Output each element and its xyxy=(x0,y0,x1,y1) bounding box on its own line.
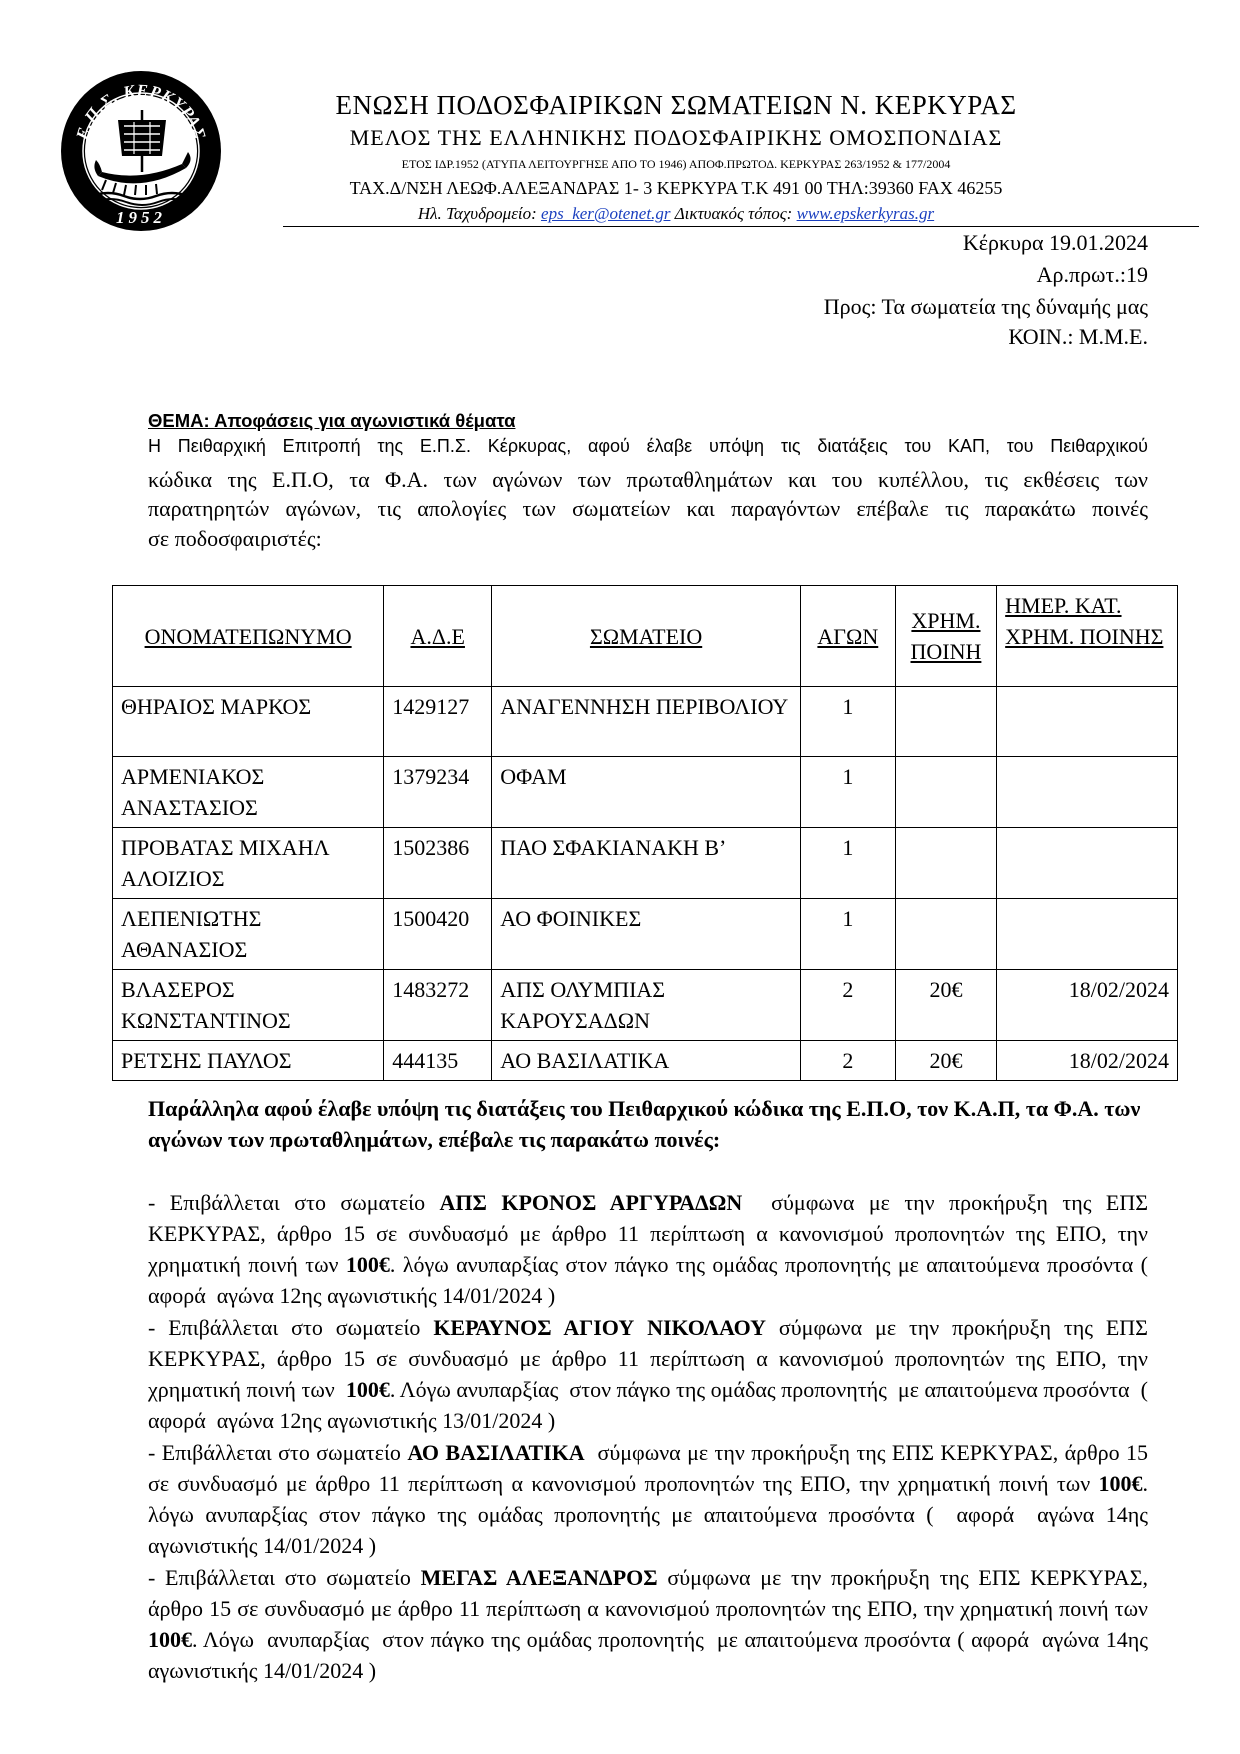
column-header-games: ΑΓΩΝ xyxy=(800,586,895,687)
cell-games: 2 xyxy=(800,970,895,1041)
column-header-club: ΣΩΜΑΤΕΙΟ xyxy=(492,586,801,687)
intro-line: κώδικα της Ε.Π.Ο, τα Φ.Α. των αγώνων των πρωταθλημάτων και του κυπέλλου, τις εκθέσεις των xyxy=(148,467,1148,492)
penalty-prefix: - Επιβάλλεται στο σωματείο xyxy=(148,1565,421,1590)
penalty-amount: 100€ xyxy=(148,1627,192,1652)
table-row xyxy=(113,828,1178,899)
cell-fine xyxy=(895,757,996,828)
column-header-due-date: ΗΜΕΡ. ΚΑΤ. ΧΡΗΜ. ΠΟΙΝΗΣ xyxy=(997,586,1178,687)
club-penalty-paragraph xyxy=(148,1312,1154,1436)
penalty-amount: 100€ xyxy=(1098,1471,1143,1496)
cell-fine: 20€ xyxy=(895,970,996,1041)
cell-name: ΛΕΠΕΝΙΩΤΗΣ ΑΘΑΝΑΣΙΟΣ xyxy=(113,899,384,970)
penalty-amount: 100€ xyxy=(345,1377,390,1402)
cell-club: ΠΑΟ ΣΦΑΚΙΑΝΑΚΗ Β’ xyxy=(492,828,801,899)
table-row xyxy=(113,899,1178,970)
club-penalty-paragraph xyxy=(148,1437,1154,1561)
cell-club: ΟΦΑΜ xyxy=(492,757,801,828)
cell-games: 1 xyxy=(800,687,895,757)
document-subject: ΘΕΜΑ: Αποφάσεις για αγωνιστικά θέματα xyxy=(148,410,516,431)
penalty-prefix: - Επιβάλλεται στο σωματείο xyxy=(148,1315,434,1340)
column-header-ade: Α.Δ.Ε xyxy=(384,586,492,687)
cell-ade: 1502386 xyxy=(384,828,492,899)
cell-name: ΑΡΜΕΝΙΑΚΟΣ ΑΝΑΣΤΑΣΙΟΣ xyxy=(113,757,384,828)
penalty-club: ΜΕΓΑΣ ΑΛΕΞΑΝΔΡΟΣ xyxy=(420,1565,658,1590)
organization-name: ΕΝΩΣΗ ΠΟΔΟΣΦΑΙΡΙΚΩΝ ΣΩΜΑΤΕΙΩΝ Ν. ΚΕΡΚΥΡΑΣ xyxy=(335,90,1017,120)
table-row xyxy=(113,687,1178,757)
cell-club: ΑΟ ΒΑΣΙΛΑΤΙΚΑ xyxy=(492,1041,801,1081)
penalty-middle: σύμφωνα με την προκήρυξη της ΕΠΣ ΚΕΡΚΥΡΑΣ, άρθρο 15 σε συνδυασμό με άρθρο 11 περίπτωση α κανονισμού προπονητών της ΕΠΟ, την χρηματική ποινή των xyxy=(148,1440,1154,1496)
organization-contacts xyxy=(290,204,1062,224)
cell-fine xyxy=(895,899,996,970)
document-date: Κέρκυρα 19.01.2024 xyxy=(962,230,1148,255)
cell-due xyxy=(997,687,1178,757)
table-row xyxy=(113,970,1178,1041)
protocol-number: Αρ.πρωτ.:19 xyxy=(1036,262,1148,287)
penalty-middle: σύμφωνα με την προκήρυξη της ΕΠΣ ΚΕΡΚΥΡΑΣ, άρθρο 15 σε συνδυασμό με άρθρο 11 περίπτωση α κανονισμού προπονητών της ΕΠΟ, την χρηματική ποινή των xyxy=(148,1565,1159,1621)
cell-due: 18/02/2024 xyxy=(997,970,1178,1041)
cell-name: ΠΡΟΒΑΤΑΣ ΜΙΧΑΗΛ ΑΛΟΙΖΙΟΣ xyxy=(113,828,384,899)
penalty-prefix: - Επιβάλλεται στο σωματείο xyxy=(148,1190,440,1215)
cell-ade: 1429127 xyxy=(384,687,492,757)
cell-club: ΑΝΑΓΕΝΝΗΣΗ ΠΕΡΙΒΟΛΙΟΥ xyxy=(492,687,801,757)
logo-text-top: Ε.Π.Σ. ΚΕΡΚΥΡΑΣ xyxy=(72,80,210,142)
penalty-middle: σύμφωνα με την προκήρυξη της ΕΠΣ ΚΕΡΚΥΡΑΣ, άρθρο 15 σε συνδυασμό με άρθρο 11 περίπτωση α κανονισμού προπονητών της ΕΠΟ, την χρηματική ποινή των xyxy=(148,1315,1154,1402)
cell-due xyxy=(997,899,1178,970)
cell-games: 1 xyxy=(800,757,895,828)
cell-fine xyxy=(895,687,996,757)
penalty-prefix: - Επιβάλλεται στο σωματείο xyxy=(148,1440,408,1465)
website-label: Δικτυακός τόπος: xyxy=(674,204,793,223)
cell-games: 1 xyxy=(800,899,895,970)
cell-games: 2 xyxy=(800,1041,895,1081)
penalty-suffix: . Λόγω ανυπαρξίας στον πάγκο της ομάδας προπονητής με απαιτούμενα προσόντα ( αφορά αγώνα 14ης αγωνιστικής 14/01/2024 ) xyxy=(148,1627,1154,1683)
table-header-row xyxy=(113,586,1178,687)
penalty-club: ΑΟ ΒΑΣΙΛΑΤΙΚΑ xyxy=(407,1440,585,1465)
club-penalty-paragraph xyxy=(148,1562,1159,1686)
cell-ade: 1379234 xyxy=(384,757,492,828)
logo-year: 1952 xyxy=(116,208,166,227)
table-row xyxy=(113,757,1178,828)
email-label: Ηλ. Ταχυδρομείο: xyxy=(417,204,537,223)
cell-ade: 444135 xyxy=(384,1041,492,1081)
cell-club: ΑΟ ΦΟΙΝΙΚΕΣ xyxy=(492,899,801,970)
cell-ade: 1500420 xyxy=(384,899,492,970)
intro-line: σε ποδοσφαιριστές: xyxy=(148,526,322,551)
carbon-copy: ΚΟΙΝ.: Μ.Μ.Ε. xyxy=(1008,324,1148,349)
recipients: Προς: Τα σωματεία της δύναμής μας xyxy=(823,294,1148,319)
cell-name: ΘΗΡΑΙΟΣ ΜΑΡΚΟΣ xyxy=(113,687,384,757)
penalty-suffix: . λόγω ανυπαρξίας στον πάγκο της ομάδας προπονητής με απαιτούμενα προσόντα ( αφορά αγώνα 14ης αγωνιστικής 14/01/2024 ) xyxy=(148,1471,1154,1558)
cell-due: 18/02/2024 xyxy=(997,1041,1178,1081)
cell-club: ΑΠΣ ΟΛΥΜΠΙΑΣ ΚΑΡΟΥΣΑΔΩΝ xyxy=(492,970,801,1041)
intro-line: Η Πειθαρχική Επιτροπή της Ε.Π.Σ. Κέρκυρας, αφού έλαβε υπόψη τις διατάξεις του ΚΑΠ, του Πειθαρχικού xyxy=(148,436,1148,456)
organization-address: ΤΑΧ.Δ/ΝΣΗ ΛΕΩΦ.ΑΛΕΞΑΝΔΡΑΣ 1- 3 ΚΕΡΚΥΡΑ Τ.Κ 491 00 ΤΗΛ:39360 FAX 46255 xyxy=(349,178,1003,198)
column-header-name: ΟΝΟΜΑΤΕΠΩΝΥΜΟ xyxy=(113,586,384,687)
header-divider xyxy=(283,226,1199,227)
cell-name: ΒΛΑΣΕΡΟΣ ΚΩΝΣΤΑΝΤΙΝΟΣ xyxy=(113,970,384,1041)
player-penalties-table xyxy=(112,585,1178,1081)
organization-membership: ΜΕΛΟΣ ΤΗΣ ΕΛΛΗΝΙΚΗΣ ΠΟΔΟΣΦΑΙΡΙΚΗΣ ΟΜΟΣΠΟΝΔΙΑΣ xyxy=(349,125,1003,150)
penalty-middle: σύμφωνα με την προκήρυξη της ΕΠΣ ΚΕΡΚΥΡΑΣ, άρθρο 15 σε συνδυασμό με άρθρο 11 περίπτωση α κανονισμού προπονητών της ΕΠΟ, την χρηματική ποινή των xyxy=(148,1190,1154,1277)
federation-logo xyxy=(58,68,224,234)
website-link[interactable]: www.epskerkyras.gr xyxy=(796,204,935,223)
club-penalty-paragraph xyxy=(148,1187,1154,1311)
club-penalties-intro: Παράλληλα αφού έλαβε υπόψη τις διατάξεις του Πειθαρχικού κώδικα της Ε.Π.Ο, τον Κ.Α.Π, τα Φ.Α. των αγώνων των πρωταθλημάτων, επέβαλε τις παρακάτω ποινές: xyxy=(148,1096,1141,1152)
cell-due xyxy=(997,828,1178,899)
intro-line: παρατηρητών αγώνων, τις απολογίες των σωματείων και παραγόντων επέβαλε τις παρακάτω ποινές xyxy=(148,496,1148,521)
email-link[interactable]: eps_ker@otenet.gr xyxy=(541,204,671,223)
column-header-fine: ΧΡΗΜ. ΠΟΙΝΗ xyxy=(895,586,996,687)
penalty-club: ΚΕΡΑΥΝΟΣ ΑΓΙΟΥ ΝΙΚΟΛΑΟΥ xyxy=(433,1315,767,1340)
penalty-suffix: . λόγω ανυπαρξίας στον πάγκο της ομάδας προπονητής με απαιτούμενα προσόντα ( αφορά αγώνα 12ης αγωνιστικής 14/01/2024 ) xyxy=(148,1252,1154,1308)
penalty-suffix: . Λόγω ανυπαρξίας στον πάγκο της ομάδας προπονητής με απαιτούμενα προσόντα ( αφορά αγώνα 12ης αγωνιστικής 13/01/2024 ) xyxy=(148,1377,1154,1433)
cell-name: ΡΕΤΣΗΣ ΠΑΥΛΟΣ xyxy=(113,1041,384,1081)
cell-games: 1 xyxy=(800,828,895,899)
cell-ade: 1483272 xyxy=(384,970,492,1041)
penalty-club: ΑΠΣ ΚΡΟΝΟΣ ΑΡΓΥΡΑΔΩΝ xyxy=(439,1190,743,1215)
organization-founding-info: ΕΤΟΣ ΙΔΡ.1952 (ΑΤΥΠΑ ΛΕΙΤΟΥΡΓΗΣΕ ΑΠΟ ΤΟ 1946) ΑΠΟΦ.ΠΡΩΤΟΔ. ΚΕΡΚΥΡΑΣ 263/1952 & 177/2004 xyxy=(401,157,951,171)
cell-due xyxy=(997,757,1178,828)
table-row xyxy=(113,1041,1178,1081)
penalty-amount: 100€ xyxy=(345,1252,390,1277)
cell-fine xyxy=(895,828,996,899)
cell-fine: 20€ xyxy=(895,1041,996,1081)
